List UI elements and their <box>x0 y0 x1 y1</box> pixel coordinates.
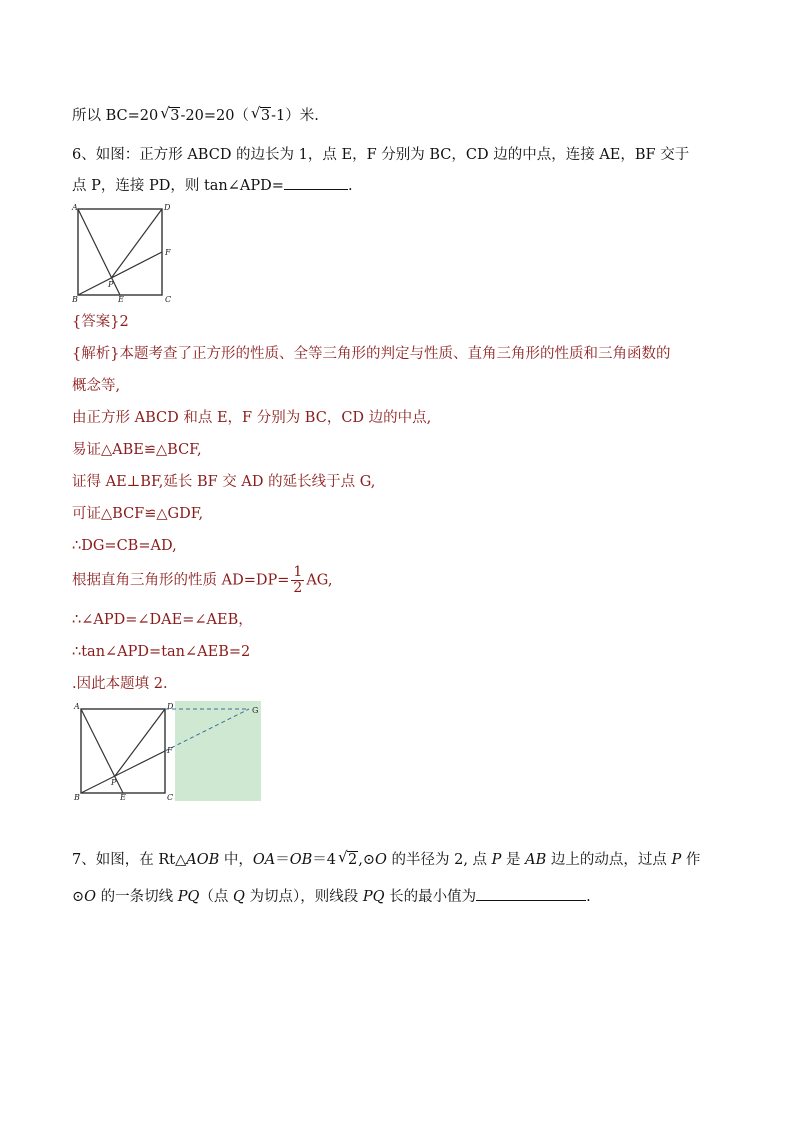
label-b: B <box>74 793 80 801</box>
previous-answer-line <box>72 106 319 126</box>
label-b: B <box>72 295 78 304</box>
analysis-line-8 <box>72 565 332 596</box>
question-7-line-2: ⊙O 的一条切线 PQ（点 Q 为切点），则线段 PQ 长的最小值为 . <box>72 886 591 907</box>
analysis-line-7: ∴DG=CB=AD, <box>72 538 177 554</box>
label-a: A <box>74 702 80 711</box>
segment-ae <box>78 209 120 295</box>
square-abcd <box>78 209 162 295</box>
segment-bf <box>78 252 162 295</box>
square-figure-2 <box>71 701 261 801</box>
sqrt-2: √ 2 <box>338 848 358 868</box>
text: 点 P，连接 PD，则 tan∠APD= <box>72 178 284 194</box>
answer-blank <box>476 886 586 901</box>
label-f: F <box>167 746 173 755</box>
label-f: F <box>165 248 171 257</box>
sqrt-3: √ 3 <box>160 104 180 124</box>
question-7-line-1: 7、如图，在 Rt△AOB 中，OA＝OB＝4 √ 2,⊙O 的半径为 2, 点 P 是 AB 边上的动点，过点 P 作 <box>72 848 701 868</box>
square-figure-1 <box>70 202 180 308</box>
label-e: E <box>120 793 126 801</box>
analysis-line-3: 由正方形 ABCD 和点 E，F 分别为 BC，CD 边的中点, <box>72 410 432 426</box>
text: 根据直角三角形的性质 AD=DP= <box>72 572 290 589</box>
text: -20=20（ <box>180 108 249 124</box>
answer-blank <box>284 175 348 190</box>
text: . <box>347 178 353 194</box>
label-g: G <box>252 706 259 715</box>
analysis-line-11: .因此本题填 2. <box>72 676 168 692</box>
label-e: E <box>118 295 124 304</box>
analysis-line-2: 概念等, <box>72 378 121 394</box>
analysis-line-4: 易证△ABE≌△BCF, <box>72 442 202 458</box>
text: 所以 BC=20 <box>72 108 159 124</box>
analysis-line-6: 可证△BCF≌△GDF, <box>72 506 204 522</box>
analysis-line-1: {解析}本题考查了正方形的性质、全等三角形的判定与性质、直角三角形的性质和三角函数的 <box>72 346 671 362</box>
text: AG, <box>306 572 333 589</box>
fraction-one-half: $\frac{1}{2}$ <box>293 564 303 596</box>
analysis-line-10: ∴tan∠APD=tan∠AEB=2 <box>72 644 251 660</box>
answer-line: {答案}2 <box>72 314 129 330</box>
label-a: A <box>72 203 78 212</box>
label-d: D <box>164 203 171 212</box>
text: -1）米. <box>271 108 319 124</box>
label-c: C <box>165 295 172 304</box>
question-6-line-2 <box>72 175 353 196</box>
segment-pd <box>112 209 162 277</box>
analysis-line-5: 证得 AE⊥BF,延长 BF 交 AD 的延长线于点 G, <box>72 474 376 490</box>
label-d: D <box>167 702 174 711</box>
label-c: C <box>167 793 174 801</box>
label-p: P <box>108 280 114 289</box>
sqrt-3: √ 3 <box>250 104 271 124</box>
label-p: P <box>111 778 117 787</box>
question-6-line-1: 6、如图：正方形 ABCD 的边长为 1，点 E，F 分别为 BC，CD 边的中点，连接 AE，BF 交于 <box>72 147 690 163</box>
analysis-line-9: ∴∠APD=∠DAE=∠AEB， <box>72 612 253 628</box>
